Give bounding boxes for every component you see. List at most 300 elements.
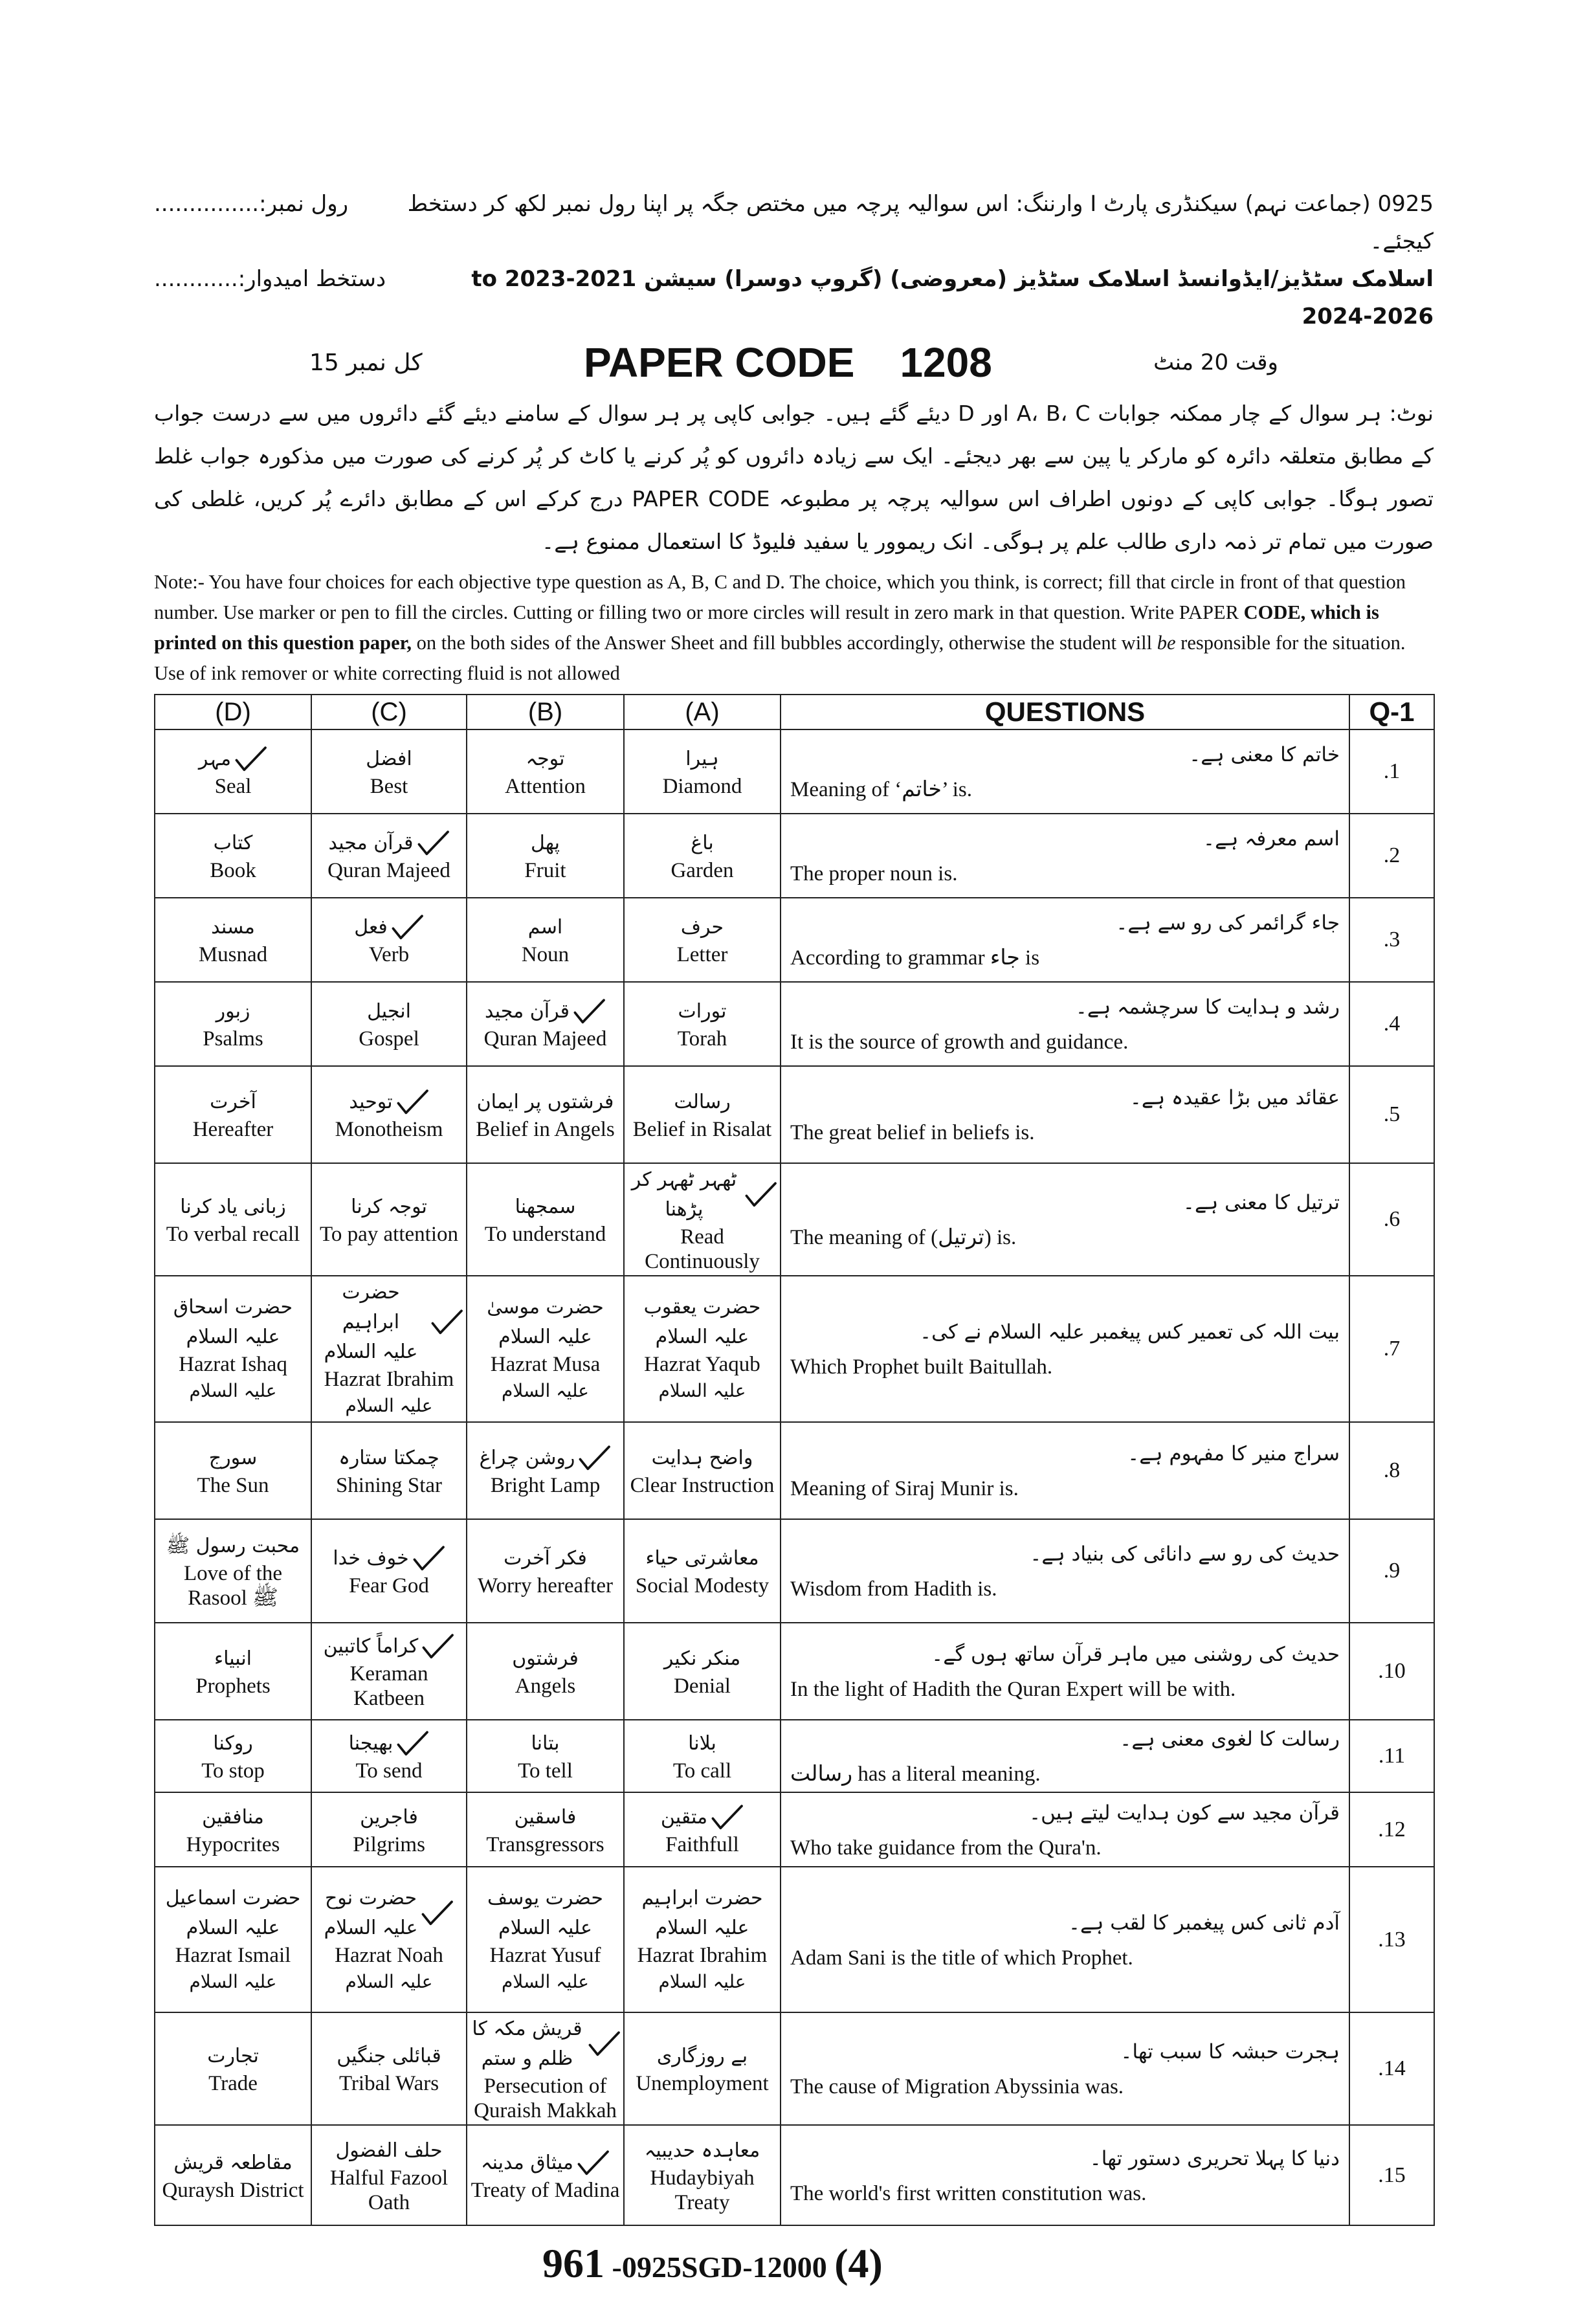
option-urdu-row [158,1884,308,1943]
question-number: .13 [1349,1867,1434,2012]
option-english: Fruit [524,859,566,882]
option-english: Verb [368,943,410,966]
option-urdu-suffix: علیہ السلام [501,1380,590,1401]
check-mark-icon [390,914,424,941]
option-urdu-suffix: علیہ السلام [189,1380,277,1401]
question-number: .1 [1349,729,1434,814]
option-urdu: ہیرا [685,748,719,770]
option-english: Attention [505,775,586,798]
option-english: Musnad [198,943,268,966]
option-english: Quraysh District [162,2178,304,2202]
question-english: Wisdom from Hadith is. [790,1577,997,1601]
table-row [155,1066,1434,1163]
option-urdu-row [470,2014,621,2074]
option-b [467,1519,624,1623]
note-text: Note:- You have four choices for each objective type question as A, B, C and D. The choice, which you think, is correct; fill that circle in front of that question number. Use marker or pen to fill the circles. Cutting or filling two or more circles will result in zero mark in that question. Write PAPER [154,571,1406,623]
option-a [624,2125,781,2225]
option-english: Hazrat Ibrahim [637,1943,768,1967]
option-urdu-row [315,997,463,1027]
option-a [624,1720,781,1792]
option-urdu: منافقین [202,1805,264,1829]
question-english: The meaning of (ترتیل) is. [790,1226,1017,1249]
option-urdu: توجہ کرنا [351,1196,427,1218]
option-english: Keraman Katbeen [349,1662,428,1710]
option-urdu: معاہدہ حدیبیہ [644,2139,760,2162]
option-urdu-row [315,1632,463,1662]
option-c [311,982,467,1066]
option-english: Trade [208,2072,258,2095]
option-english: Transgressors [486,1832,604,1856]
question-text [781,814,1349,898]
check-mark-icon [710,1804,744,1831]
option-urdu-row [158,2042,308,2071]
option-urdu: تورات [678,1000,727,1023]
option-urdu-row [315,1544,463,1574]
table-row [155,1720,1434,1792]
option-urdu: قریش مکہ کا ظلم و ستم [472,2018,582,2070]
option-c [311,1276,467,1422]
question-text [781,2012,1349,2125]
table-row [155,1163,1434,1276]
option-english: Torah [677,1027,727,1051]
header-class-warning: 0925 (جماعت نہم) سیکنڈری پارٹ I وارننگ: اس سوالیہ پرچہ میں مختص جگہ پر اپنا رول نمبر لکھ کر دستخط کیجئے۔ [407,191,1434,254]
option-urdu-row [470,1729,621,1759]
time-allowed: وقت 20 منٹ [1153,350,1278,375]
option-c [311,729,467,814]
option-urdu-row [470,1544,621,1574]
question-urdu: ہجرت حبشہ کا سبب تھا۔ [1120,2040,1340,2064]
check-mark-icon [395,1089,429,1116]
table-row [155,1276,1434,1422]
option-urdu: فعل [354,916,388,939]
check-mark-icon [577,1445,611,1472]
option-urdu-row [315,2136,463,2166]
option-urdu: بھیجنا [348,1732,393,1755]
question-english: The proper noun is. [790,862,958,885]
option-a [624,1519,781,1623]
question-urdu: دنیا کا پہلا تحریری دستور تھا۔ [1089,2146,1340,2170]
question-number: .2 [1349,814,1434,898]
footer-serial: -0925SGD-12000 [604,2251,835,2284]
option-urdu: حضرت موسیٰ علیہ السلام [487,1296,604,1348]
option-urdu: اسم [527,916,563,939]
option-urdu: فاسقین [514,1805,577,1829]
exam-page [154,185,1434,2293]
paper-code-label: PAPER CODE [584,339,855,386]
option-a [624,982,781,1066]
option-english: Quran Majeed [483,1027,607,1051]
question-english: Which Prophet built Baitullah. [790,1355,1053,1379]
note-text: responsible for the situation. Use of ink remover or white correcting fluid is not allowed [154,632,1406,684]
option-urdu: روشن چراغ [479,1447,575,1469]
option-english: Persecution of Quraish Makkah [474,2075,617,2122]
question-english: The great belief in beliefs is. [790,1121,1035,1144]
option-b [467,814,624,898]
option-a [624,1163,781,1276]
option-urdu-suffix: علیہ السلام [189,1970,277,1992]
option-b [467,1163,624,1276]
option-urdu-suffix: علیہ السلام [658,1380,746,1401]
check-mark-icon [395,1730,429,1757]
option-english: Hazrat Yaqub [644,1353,760,1376]
option-urdu: انبیاء [214,1647,252,1670]
question-urdu: جاء گرائمر کی رو سے ہے۔ [1116,911,1340,935]
option-urdu: سمجھنا [515,1196,576,1218]
option-urdu-row [627,1087,777,1117]
check-mark-icon [416,830,450,857]
footer-number: 961 [542,2240,604,2286]
option-english: Prophets [195,1674,271,1698]
option-b [467,898,624,982]
question-number: .4 [1349,982,1434,1066]
column-header-b: (B) [467,695,624,729]
option-c [311,1792,467,1867]
option-d [155,814,311,898]
option-urdu-row [158,1644,308,1674]
option-english: Hazrat Noah [335,1943,443,1967]
question-text [781,1066,1349,1163]
question-number: .10 [1349,1623,1434,1720]
table-row [155,898,1434,982]
option-urdu: فرشتوں [512,1647,579,1670]
check-mark-icon [421,1633,454,1660]
option-urdu-row [315,829,463,858]
option-b [467,1792,624,1867]
option-urdu: حضرت یعقوب علیہ السلام [643,1296,761,1348]
check-mark-icon [744,1181,777,1208]
option-b [467,1720,624,1792]
option-english: Hazrat Ishaq [179,1353,287,1376]
option-english: To tell [518,1759,573,1783]
option-english: Hazrat Ismail [175,1943,291,1967]
option-urdu: حضرت اسحاق علیہ السلام [173,1296,293,1348]
question-number: .12 [1349,1792,1434,1867]
option-urdu-row [158,1192,308,1222]
question-urdu: رسالت کا لغوی معنی ہے۔ [1120,1728,1340,1751]
option-urdu: مسند [211,916,255,939]
option-urdu: بلانا [688,1732,716,1755]
option-urdu: منکر نکیر [663,1647,741,1670]
option-urdu: آخرت [210,1091,256,1113]
question-english: Who take guidance from the Qura'n. [790,1836,1102,1860]
question-number: .9 [1349,1519,1434,1623]
option-urdu-row [158,1087,308,1117]
option-urdu-row [627,2136,777,2166]
option-d [155,1792,311,1867]
option-urdu-row [627,744,777,774]
option-urdu: زبور [216,1000,250,1023]
option-urdu-row [627,1443,777,1473]
option-english: Diamond [662,775,742,798]
option-c [311,1720,467,1792]
option-a [624,898,781,982]
option-english: Hazrat Ibrahim [324,1368,454,1391]
option-english: Psalms [203,1027,263,1051]
option-urdu: حضرت ابراہیم علیہ السلام [324,1281,418,1363]
option-english: Faithfull [665,1832,739,1856]
option-a [624,1623,781,1720]
option-a [624,1867,781,2012]
option-urdu-row [627,1293,777,1352]
option-urdu-row [315,1192,463,1222]
option-english: Read Continuously [645,1225,760,1273]
option-b [467,729,624,814]
option-english: Gospel [359,1027,419,1051]
option-urdu: افضل [366,748,412,770]
option-urdu-row [315,913,463,942]
option-urdu-row [627,1729,777,1759]
option-urdu: روکنا [213,1732,253,1755]
option-urdu-row [470,1087,621,1117]
option-english: Denial [674,1674,731,1698]
table-row [155,1519,1434,1623]
option-urdu-suffix: علیہ السلام [501,1970,590,1992]
option-d [155,1066,311,1163]
option-d [155,982,311,1066]
option-c [311,1163,467,1276]
question-english: Meaning of ‘خاتم’ is. [790,778,972,801]
question-text [781,729,1349,814]
column-header-d: (D) [155,695,311,729]
option-urdu: سورج [208,1447,258,1469]
check-mark-icon [234,746,267,773]
option-urdu: چمکتا ستارہ [338,1447,439,1469]
option-urdu-row [315,1087,463,1117]
option-english: To send [355,1759,423,1783]
question-text [781,1720,1349,1792]
option-b [467,2125,624,2225]
question-text [781,1163,1349,1276]
option-english: Pilgrims [353,1832,425,1856]
option-urdu-row [470,913,621,942]
column-header-q1: Q-1 [1349,695,1434,729]
option-english: Halful Fazool Oath [329,2166,449,2214]
option-urdu-row [315,1443,463,1473]
question-text [781,1276,1349,1422]
option-urdu: بے روزگاری [656,2045,748,2067]
option-urdu: توجہ [526,748,565,770]
option-d [155,1276,311,1422]
question-urdu: حدیث کی روشنی میں ماہر قرآن ساتھ ہوں گے۔ [931,1643,1340,1666]
option-english: To stop [201,1759,265,1783]
option-urdu-suffix: علیہ السلام [345,1395,433,1416]
header-row-2 [154,260,1434,335]
question-urdu: سراج منیر کا مفہوم ہے۔ [1127,1442,1340,1465]
option-urdu: توحید [349,1091,393,1113]
option-urdu: فاجرین [360,1805,418,1829]
note-bold-text: CODE, which is printed on this question paper, [154,601,1379,654]
option-english: Garden [671,859,734,882]
question-text [781,1867,1349,2012]
option-urdu-row [315,1278,463,1367]
option-urdu-suffix: علیہ السلام [658,1970,746,1992]
option-urdu: مقاطعہ قریش [173,2151,293,2174]
option-english: Fear God [349,1574,429,1597]
check-mark-icon [576,2150,610,2177]
option-urdu: حضرت اسماعیل علیہ السلام [165,1886,301,1939]
option-urdu-row [315,1803,463,1832]
header-row-3 [154,335,1434,390]
question-text [781,1519,1349,1623]
note-text: on the both sides of the Answer Sheet and fill bubbles accordingly, otherwise the student will [412,632,1157,654]
table-row [155,982,1434,1066]
option-english: Love of the Rasool ﷺ [183,1562,283,1610]
option-c [311,1867,467,2012]
option-b [467,2012,624,2125]
option-b [467,982,624,1066]
option-english: Tribal Wars [338,2072,439,2095]
option-urdu: معاشرتی حیاء [645,1547,759,1570]
option-urdu-row [627,2042,777,2071]
question-urdu: قرآن مجید سے کون ہدایت لیتے ہیں۔ [1028,1801,1340,1825]
urdu-instructions: نوٹ: ہر سوال کے چار ممکنہ جوابات A، B، C اور D دیئے گئے ہیں۔ جوابی کاپی پر ہر سوال کے سامنے دیئے گئے دائروں میں سے درست جواب کے مطابق متعلقہ دائرہ کو مارکر یا پین سے بھر دیجئے۔ ایک سے زیادہ دائروں کو پُر کرنے یا کاٹ کر پُر کرنے کی صورت میں مذکورہ جواب غلط تصور ہوگا۔ جوابی کاپی کے دونوں اطراف اس سوالیہ پرچہ پر مطبوعہ PAPER CODE درج کرکے اس کے مطابق دائرے پُر کریں، غلطی کی صورت میں تمام تر ذمہ داری طالب علم پر ہوگی۔ انک ریموور یا سفید فلیوڈ کا استعمال ممنوع ہے۔ [154,401,1434,554]
option-urdu-row [315,2042,463,2071]
option-english: Clear Instruction [630,1474,775,1497]
option-d [155,898,311,982]
option-english: Social Modesty [635,1574,770,1597]
option-urdu: زبانی یاد کرنا [180,1196,286,1218]
option-english: Worry hereafter [478,1574,613,1597]
roll-number-field: رول نمبر:............... [154,191,349,217]
option-urdu-row [627,1884,777,1943]
table-row [155,729,1434,814]
question-text [781,1792,1349,1867]
option-english: Unemployment [636,2072,769,2095]
option-d [155,1422,311,1519]
footer-pages: (4) [834,2240,883,2286]
table-row [155,814,1434,898]
option-urdu-row [470,1443,621,1473]
option-english: Letter [676,943,728,966]
total-marks: کل نمبر 15 [309,349,423,376]
question-english: رسالت has a literal meaning. [790,1763,1041,1786]
paper-code [584,337,992,388]
candidate-signature-field: دستخط امیدوار:............ [154,266,386,292]
table-row [155,1623,1434,1720]
option-urdu-row [470,997,621,1027]
option-urdu: قبائلی جنگیں [337,2045,441,2067]
question-urdu: اسم معرفہ ہے۔ [1203,827,1340,851]
note-italic-text: be [1157,632,1176,654]
option-english: Bright Lamp [490,1474,601,1497]
option-a [624,1276,781,1422]
question-text [781,898,1349,982]
option-english: Angels [515,1674,576,1698]
option-urdu: تجارت [207,2045,259,2067]
option-urdu: حرف [680,916,724,939]
option-d [155,1867,311,2012]
option-c [311,814,467,898]
option-urdu-row [470,1293,621,1352]
option-english: Monotheism [335,1118,443,1141]
question-english: According to grammar جاء is [790,946,1040,970]
option-urdu: قرآن مجید [484,1000,570,1023]
option-a [624,729,781,814]
question-number: .6 [1349,1163,1434,1276]
question-text [781,2125,1349,2225]
question-text [781,982,1349,1066]
option-urdu-row [315,1884,463,1943]
option-english: Belief in Angels [476,1118,615,1141]
option-urdu: خوف خدا [333,1547,409,1570]
option-urdu: کتاب [213,832,253,854]
option-urdu-row [158,2148,308,2178]
option-english: To verbal recall [166,1223,300,1246]
option-english: Hypocrites [186,1832,280,1856]
question-number: .11 [1349,1720,1434,1792]
option-english: Hudaybiyah Treaty [650,2166,755,2214]
option-d [155,2125,311,2225]
option-urdu-row [158,997,308,1027]
question-english: Meaning of Siraj Munir is. [790,1477,1019,1500]
option-urdu: فرشتوں پر ایمان [476,1091,614,1113]
option-urdu: رسالت [674,1091,731,1113]
option-b [467,1422,624,1519]
check-mark-icon [412,1545,445,1572]
option-urdu: حضرت ابراہیم علیہ السلام [641,1886,763,1939]
option-urdu-row [470,1192,621,1222]
option-english: To understand [484,1223,606,1246]
paper-code-number: 1208 [900,339,992,386]
option-urdu-row [627,997,777,1027]
question-number: .5 [1349,1066,1434,1163]
option-a [624,1066,781,1163]
option-urdu: فکر آخرت [504,1547,587,1570]
option-urdu: قرآن مجید [328,832,414,854]
option-a [624,814,781,898]
option-urdu: واضح ہدایت [651,1447,753,1469]
question-number: .8 [1349,1422,1434,1519]
option-english: To pay attention [320,1223,458,1246]
check-mark-icon [572,998,606,1025]
option-urdu-row [470,1884,621,1943]
option-b [467,1066,624,1163]
question-english: The world's first written constitution was. [790,2181,1147,2205]
option-urdu-row [158,913,308,942]
table-row [155,1422,1434,1519]
question-text [781,1623,1349,1720]
option-urdu-row [627,1544,777,1574]
column-header-a: (A) [624,695,781,729]
option-english: Shining Star [335,1474,443,1497]
header-subject-session: اسلامک سٹڈیز/ایڈوانسڈ اسلامک سٹڈیز (معروضی) (گروپ دوسرا) سیشن 2021-2023 to 2024-2026 [471,266,1434,329]
option-c [311,2125,467,2225]
option-d [155,2012,311,2125]
option-urdu: حضرت یوسف علیہ السلام [487,1886,603,1939]
option-urdu-row [470,744,621,774]
header-row-1 [154,185,1434,260]
option-c [311,898,467,982]
table-row [155,2125,1434,2225]
question-urdu: بیت اللہ کی تعمیر کس پیغمبر علیہ السلام نے کی۔ [920,1320,1340,1344]
question-urdu: ترتیل کا معنی ہے۔ [1182,1191,1340,1214]
option-urdu-row [158,1293,308,1352]
option-english: Best [370,775,408,798]
option-urdu-row [627,1165,777,1225]
option-english: Treaty of Madina [471,2178,620,2202]
option-urdu-row [470,2148,621,2178]
question-number: .3 [1349,898,1434,982]
question-urdu: عقائد میں بڑا عقیدہ ہے۔ [1129,1086,1340,1109]
option-urdu-row [315,744,463,774]
option-c [311,2012,467,2125]
option-urdu-row [158,1729,308,1759]
option-english: Quran Majeed [327,859,450,882]
option-urdu: ٹھہر ٹھہر کر پڑھنا [631,1168,737,1221]
table-row [155,1867,1434,2012]
option-urdu-row [627,1644,777,1674]
option-urdu-row [627,913,777,942]
